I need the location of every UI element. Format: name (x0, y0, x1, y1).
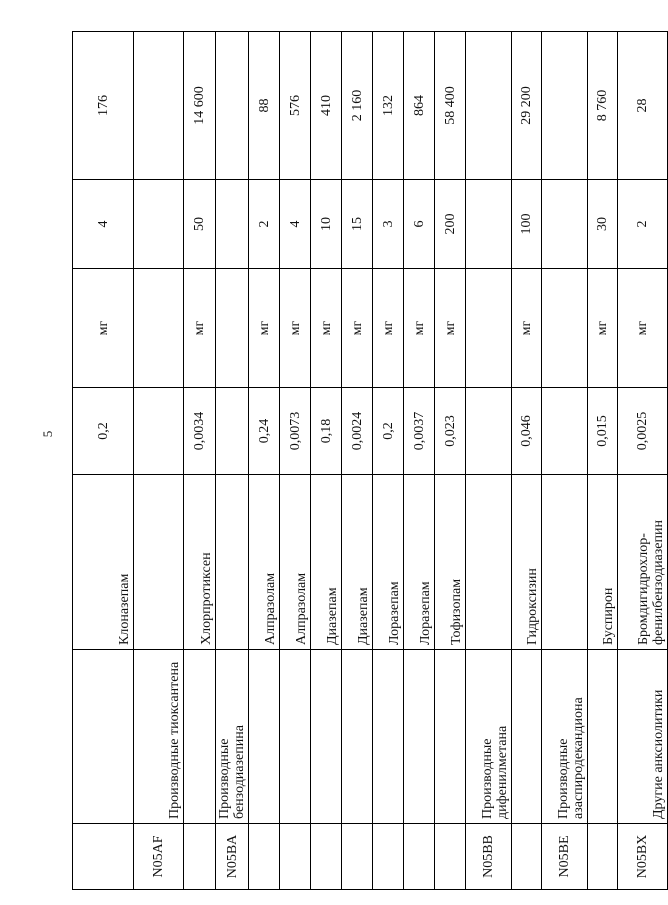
table-row (216, 32, 249, 890)
dose-cell: 0,0037 (404, 388, 435, 475)
total-cell: 28 (618, 32, 668, 180)
table-row (184, 32, 216, 890)
code-cell (373, 824, 404, 890)
unit-cell: мг (373, 269, 404, 388)
dose-cell (542, 388, 588, 475)
total-cell: 864 (404, 32, 435, 180)
dose-cell: 0,046 (512, 388, 542, 475)
quantity-cell: 4 (280, 180, 311, 269)
table-row (373, 32, 404, 890)
category-cell: Производные тиоксантена (134, 650, 184, 824)
unit-cell: мг (249, 269, 280, 388)
table-row (435, 32, 466, 890)
category-cell (404, 650, 435, 824)
dose-cell: 0,2 (373, 388, 404, 475)
category-cell (512, 650, 542, 824)
quantity-cell: 2 (249, 180, 280, 269)
quantity-cell (134, 180, 184, 269)
drug-name-cell: Бромдигидрохлор-фенилбензодиазепин (618, 475, 668, 650)
total-cell: 132 (373, 32, 404, 180)
drug-name-cell: Тофизопам (435, 475, 466, 650)
drug-name-cell (542, 475, 588, 650)
code-cell (311, 824, 342, 890)
quantity-cell (466, 180, 512, 269)
unit-cell (216, 269, 249, 388)
dose-cell: 0,0024 (342, 388, 373, 475)
drug-name-cell: Лоразепам (404, 475, 435, 650)
drug-name-cell: Алпразолам (249, 475, 280, 650)
category-cell: Производные бензодиазепина (216, 650, 249, 824)
unit-cell: мг (404, 269, 435, 388)
category-cell (311, 650, 342, 824)
dose-cell (216, 388, 249, 475)
total-cell (134, 32, 184, 180)
drug-name-cell: Буспирон (588, 475, 618, 650)
quantity-cell: 100 (512, 180, 542, 269)
table-row (342, 32, 373, 890)
quantity-cell: 30 (588, 180, 618, 269)
dose-cell: 0,2 (73, 388, 134, 475)
quantity-cell: 6 (404, 180, 435, 269)
code-cell (342, 824, 373, 890)
quantity-cell: 50 (184, 180, 216, 269)
drug-name-cell: Клоназепам (73, 475, 134, 650)
code-cell (435, 824, 466, 890)
category-cell (249, 650, 280, 824)
code-cell: N05AF (134, 824, 184, 890)
unit-cell: мг (435, 269, 466, 388)
table-row (542, 32, 588, 890)
quantity-cell: 4 (73, 180, 134, 269)
page-number: 5 (40, 430, 55, 438)
category-cell: Другие анксиолитики (618, 650, 668, 824)
unit-cell: мг (311, 269, 342, 388)
category-cell (435, 650, 466, 824)
dose-cell: 0,0025 (618, 388, 668, 475)
category-cell (280, 650, 311, 824)
drug-name-cell: Хлорпротиксен (184, 475, 216, 650)
unit-cell: мг (342, 269, 373, 388)
dose-cell: 0,015 (588, 388, 618, 475)
category-cell (184, 650, 216, 824)
dose-cell (134, 388, 184, 475)
drug-name-cell (216, 475, 249, 650)
code-cell (404, 824, 435, 890)
table-row (404, 32, 435, 890)
unit-cell (134, 269, 184, 388)
drug-name-cell: Лоразепам (373, 475, 404, 650)
quantity-cell: 3 (373, 180, 404, 269)
code-cell: N05BB (466, 824, 512, 890)
dose-cell: 0,18 (311, 388, 342, 475)
table-row (466, 32, 512, 890)
table-row (280, 32, 311, 890)
table-row (618, 32, 668, 890)
quantity-cell (216, 180, 249, 269)
code-cell (280, 824, 311, 890)
drug-name-cell (134, 475, 184, 650)
unit-cell: мг (280, 269, 311, 388)
code-cell (512, 824, 542, 890)
category-cell (342, 650, 373, 824)
code-cell: N05BX (618, 824, 668, 890)
dose-cell: 0,0073 (280, 388, 311, 475)
category-cell: Производные дифенилметана (466, 650, 512, 824)
category-cell (373, 650, 404, 824)
dose-cell: 0,24 (249, 388, 280, 475)
total-cell: 8 760 (588, 32, 618, 180)
code-cell: N05BE (542, 824, 588, 890)
table-row (249, 32, 280, 890)
unit-cell (466, 269, 512, 388)
quantity-cell: 2 (618, 180, 668, 269)
drug-name-cell: Диазепам (342, 475, 373, 650)
code-cell: N05BA (216, 824, 249, 890)
drug-name-cell: Диазепам (311, 475, 342, 650)
table-row (311, 32, 342, 890)
table-row (134, 32, 184, 890)
dose-cell: 0,023 (435, 388, 466, 475)
drug-table (72, 31, 668, 890)
total-cell: 14 600 (184, 32, 216, 180)
quantity-cell: 200 (435, 180, 466, 269)
quantity-cell (542, 180, 588, 269)
drug-name-cell: Гидроксизин (512, 475, 542, 650)
unit-cell: мг (512, 269, 542, 388)
unit-cell (542, 269, 588, 388)
code-cell (73, 824, 134, 890)
total-cell: 2 160 (342, 32, 373, 180)
quantity-cell: 10 (311, 180, 342, 269)
category-cell (73, 650, 134, 824)
drug-name-cell: Алпразолам (280, 475, 311, 650)
table-row (588, 32, 618, 890)
dose-cell (466, 388, 512, 475)
unit-cell: мг (588, 269, 618, 388)
dose-cell: 0,0034 (184, 388, 216, 475)
total-cell: 410 (311, 32, 342, 180)
code-cell (249, 824, 280, 890)
code-cell (184, 824, 216, 890)
total-cell: 576 (280, 32, 311, 180)
category-cell: Производные азаспиродекандиона (542, 650, 588, 824)
rotated-table-container (72, 32, 666, 890)
total-cell (542, 32, 588, 180)
category-cell (588, 650, 618, 824)
total-cell: 58 400 (435, 32, 466, 180)
total-cell: 29 200 (512, 32, 542, 180)
total-cell: 88 (249, 32, 280, 180)
quantity-cell: 15 (342, 180, 373, 269)
drug-name-cell (466, 475, 512, 650)
total-cell (216, 32, 249, 180)
total-cell: 176 (73, 32, 134, 180)
unit-cell: мг (618, 269, 668, 388)
unit-cell: мг (73, 269, 134, 388)
table-row (512, 32, 542, 890)
total-cell (466, 32, 512, 180)
unit-cell: мг (184, 269, 216, 388)
code-cell (588, 824, 618, 890)
table-row (73, 32, 134, 890)
